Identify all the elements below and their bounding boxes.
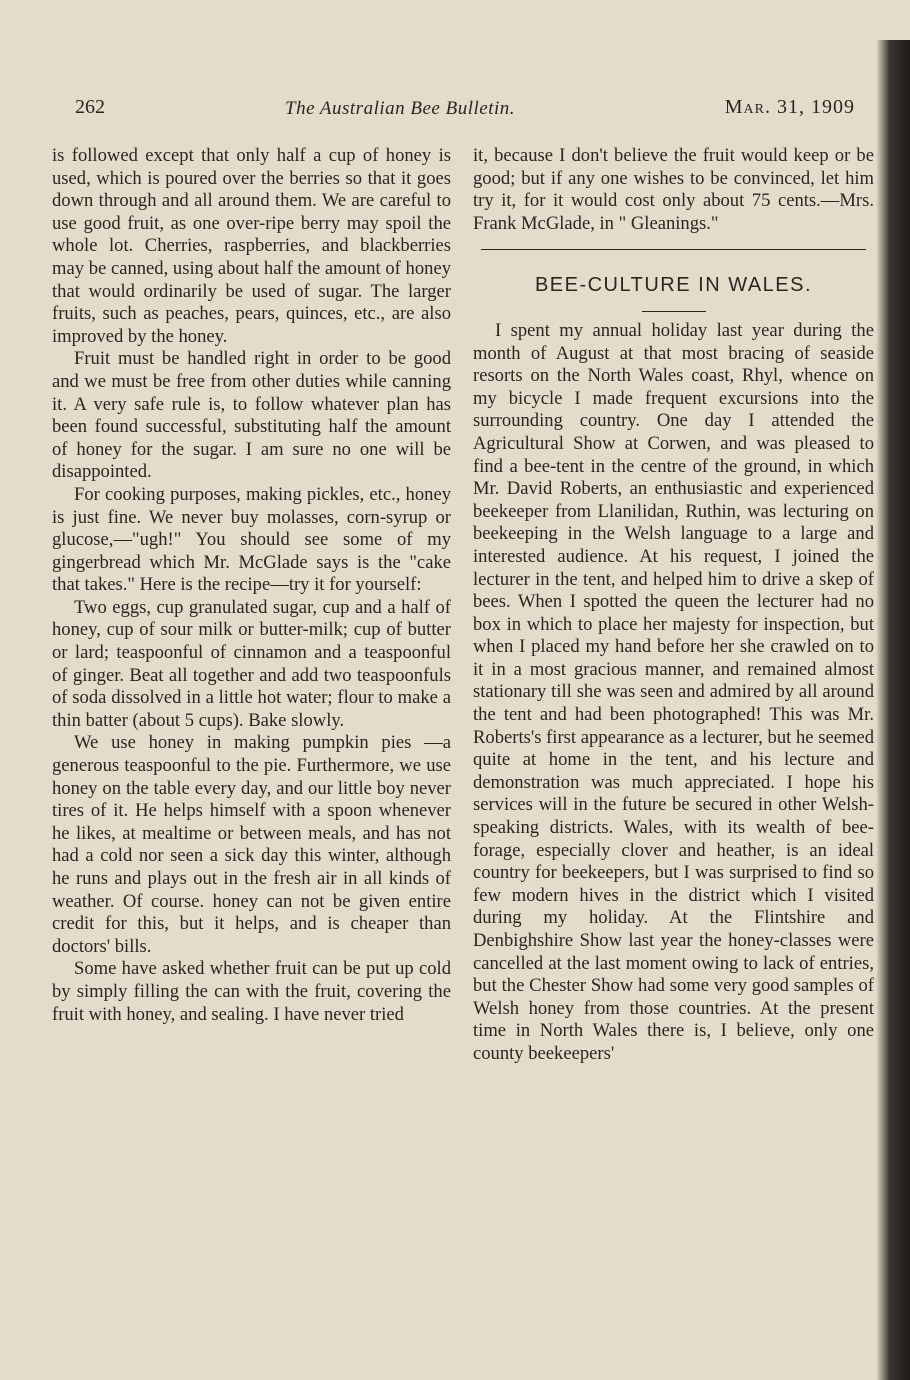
- paragraph: is followed except that only half a cup of honey is used, which is poured over the berries so that it goes down through and all around them. We are careful to use good fruit, as one over-ripe berry may spoil the whole lot. Cherries, raspberries, and blackberries may be canned, using about half the amount of honey that would ordinarily be used of sugar. The larger fruits, such as peaches, pears, quinces, etc., are also improved by the honey.: [52, 145, 451, 347]
- section-title: BEE-CULTURE IN WALES.: [534, 274, 813, 297]
- issue-date: Mar. 31, 1909: [724, 96, 855, 118]
- page-edge-shadow: [876, 40, 910, 1380]
- running-header: [75, 96, 855, 126]
- page-number: 262: [75, 96, 105, 118]
- article-body: I spent my annual holiday last year during the month of August at that most bracing of seaside resorts on the North Wales coast, Rhyl, whence on my bicycle I made frequent excursions into the surrounding country. One day I attended the Agricultural Show at Corwen, and was pleased to find a bee-tent in the centre of the ground, in which Mr. David Roberts, an enthusiastic and experienced beekeeper from Llanilidan, Ruthin, was lecturing on beekeeping in the Welsh language to a large and interested audience. At his request, I joined the lecturer in the tent, and helped him to drive a skep of bees. When I spotted the queen the lecturer had no box in which to place her majesty for inspection, but when I placed my hand before her she crawled on to it in a most gracious manner, and remained almost stationary till she was seen and admired by all around the tent and had been photographed! This was Mr. Roberts's first appearance as a lecturer, but he seemed quite at home in the tent, and his lecture and demonstration was much appreciated. I hope his services will in the future be secured in other Welsh-speaking districts. Wales, with its wealth of bee-forage, especially clover and heather, is an ideal country for beekeepers, but I was surprised to find so few modern hives in the district which I visited during my holiday. At the Flintshire and Denbighshire Show last year the honey-classes were cancelled at the last moment owing to lack of entries, but the Chester Show had some very good samples of Welsh honey from those countries. At the present time in North Wales there is, I believe, only one county beekeepers': [473, 319, 874, 1064]
- journal-title: The Australian Bee Bulletin.: [285, 98, 516, 119]
- right-column: [473, 145, 874, 1066]
- paragraph: For cooking purposes, making pickles, etc., honey is just fine. We never buy molasses, corn-syrup or glucose,—"ugh!" You should see some of my gingerbread which Mr. McGlade says is the "cake that takes." Here is the recipe—try it for yourself:: [52, 483, 451, 596]
- recipe-paragraph: Two eggs, cup granulated sugar, cup and a half of honey, cup of sour milk or butter-milk; cup of butter or lard; teaspoonful of cinnamon and a teaspoonful of ginger. Beat all together and add two teaspoonfuls of soda dissolved in a little hot water; flour to make a thin batter (about 5 cups). Bake slowly.: [52, 596, 451, 731]
- paragraph-continuation: it, because I don't believe the fruit would keep or be good; but if any one wishes to be convinced, let him try it, for it would cost only about 75 cents.—Mrs. Frank McGlade, in " Gleanings.": [473, 145, 874, 234]
- section-divider: [481, 249, 866, 250]
- left-column: [52, 145, 451, 1026]
- title-underline: [642, 311, 706, 312]
- paragraph: Some have asked whether fruit can be put up cold by simply filling the can with the fruit, covering the fruit with honey, and sealing. I have never tried: [52, 958, 451, 1025]
- paragraph: We use honey in making pumpkin pies —a generous teaspoonful to the pie. Furthermore, we use honey on the table every day, and our little boy never tires of it. He helps himself with a spoon whenever he likes, at mealtime or between meals, and has not had a cold nor seen a sick day this winter, although he runs and plays out in the fresh air in all kinds of weather. Of course. honey can not be given entire credit for this, but it helps, and is cheaper than doctors' bills.: [52, 732, 451, 957]
- paragraph: Fruit must be handled right in order to be good and we must be free from other duties while canning it. A very safe rule is, to follow whatever plan has been found successful, substituting half the amount of honey for the sugar. I am sure no one will be disappointed.: [52, 348, 451, 483]
